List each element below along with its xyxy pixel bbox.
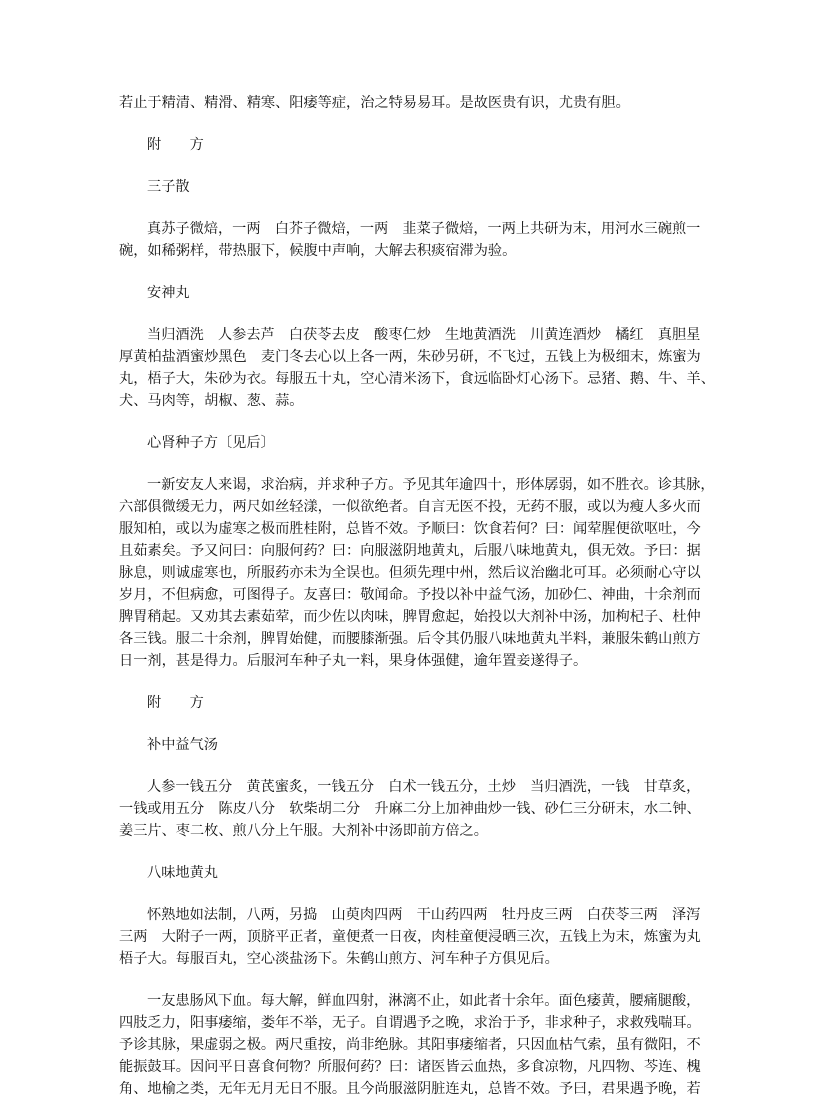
text-line: 各三钱。服二十余剂，脾胃始健，而腰膝渐强。后令其仍服八味地黄丸半料，兼服朱鹤山煎方 [119,631,701,647]
text-line: 服知柏，或以为虚寒之极而胜桂附，总皆不效。予顺曰：饮食若何？曰：闻荤腥便欲呕吐，今 [119,521,701,537]
section-heading: 安神丸 [147,285,190,301]
text-line: 人参一钱五分 黄芪蜜炙，一钱五分 白术一钱五分，土炒 当归酒洗，一钱 甘草炙， [147,779,701,795]
paragraph [119,218,699,262]
section-heading: 心肾种子方〔见后〕 [147,435,275,451]
text-line: 丸，梧子大，朱砂为衣。每服五十丸，空心清米汤下，食远临卧灯心汤下。忌猪、鹅、牛、羊、 [119,371,715,387]
paragraph [119,776,699,842]
paragraph [119,990,699,1100]
paragraph [119,904,699,970]
text-line: 一新安友人来谒，求治病，并求种子方。予见其年逾四十，形体孱弱，如不胜衣。诊其脉， [147,477,715,493]
text-line: 当归酒洗 人参去芦 白茯苓去皮 酸枣仁炒 生地黄酒洗 川黄连酒炒 橘红 真胆星 [147,327,701,343]
text-line: 犬、马肉等，胡椒、葱、蒜。 [119,393,304,409]
section-heading: 附 方 [147,695,204,711]
paragraph [119,324,715,412]
text-line: 且茹素矣。予又问曰：向服何药？曰：向服滋阴地黄丸，后服八味地黄丸，俱无效。予曰：据 [119,543,701,559]
text-line: 六部俱微缓无力，两尺如丝轻漾，一似欲绝者。自言无医不投，无药不服，或以为瘦人多火而 [119,499,701,515]
text-line: 一友患肠风下血。每大解，鲜血四射，淋漓不止，如此者十余年。面色痿黄，腰痛腿酸， [147,993,701,1009]
text-line: 予诊其脉，果虚弱之极。两尺重按，尚非绝脉。其阳事痿缩者，只因血枯气索，虽有微阳，不 [119,1037,701,1053]
text-line: 若止于精清、精滑、精寒、阳痿等症，治之特易易耳。是故医贵有识，尤贵有胆。 [119,95,630,111]
text-line: 脉息，则诚虚寒也，所服药亦未为全误也。但须先理中州，然后议治幽北可耳。必须耐心守以 [119,565,701,581]
section-heading: 附 方 [147,137,204,153]
text-line: 一钱或用五分 陈皮八分 软柴胡二分 升麻二分上加神曲炒一钱、砂仁三分研末，水二钟、 [119,801,701,817]
text-line: 角、地榆之类，无年无月无日不服。且今尚服滋阴脏连丸，总皆不效。予曰，君果遇予晚，若 [119,1081,701,1097]
section-heading: 三子散 [147,179,190,195]
paragraph [119,474,715,672]
text-line: 能振鼓耳。因问平日喜食何物？所服何药？曰：诸医皆云血热，多食凉物，凡四物、芩连、槐 [119,1059,701,1075]
text-line: 厚黄柏盐酒蜜炒黑色 麦门冬去心以上各一两，朱砂另研，不飞过，五钱上为极细末，炼蜜为 [119,349,701,365]
text-line: 日一剂，甚是得力。后服河车种子丸一料，果身体强健，逾年置妾遂得子。 [119,653,588,669]
document-page [119,92,715,1120]
text-line: 三两 大附子一两，顶脐平正者，童便煮一日夜，肉桂童便浸晒三次，五钱上为末，炼蜜为丸 [119,929,701,945]
text-line: 脾胃稍起。又劝其去素茹荤，而少佐以肉味，脾胃愈起，始投以大剂补中汤，加枸杞子、杜仲 [119,609,701,625]
section-heading: 补中益气汤 [147,737,218,753]
section-heading: 八味地黄丸 [147,865,218,881]
paragraph [119,92,699,114]
text-line: 四肢乏力，阳事痿缩，娄年不举，无子。自谓遇予之晚，求治于予，非求种子，求救残喘耳。 [119,1015,701,1031]
text-line: 怀熟地如法制，八两，另捣 山萸肉四两 干山药四两 牡丹皮三两 白茯苓三两 泽泻 [147,907,701,923]
text-line: 真苏子微焙，一两 白芥子微焙，一两 韭菜子微焙，一两上共研为末，用河水三碗煎一 [147,221,701,237]
text-line: 碗，如稀粥样，带热服下，候腹中声响，大解去积痰宿滞为验。 [119,243,517,259]
text-line: 姜三片、枣二枚、煎八分上午服。大剂补中汤即前方倍之。 [119,823,488,839]
text-line: 梧子大。每服百丸，空心淡盐汤下。朱鹤山煎方、河车种子方俱见后。 [119,951,559,967]
text-line: 岁月，不但病愈，可图得子。友喜曰：敬闻命。予投以补中益气汤，加砂仁、神曲，十余剂而 [119,587,701,603]
